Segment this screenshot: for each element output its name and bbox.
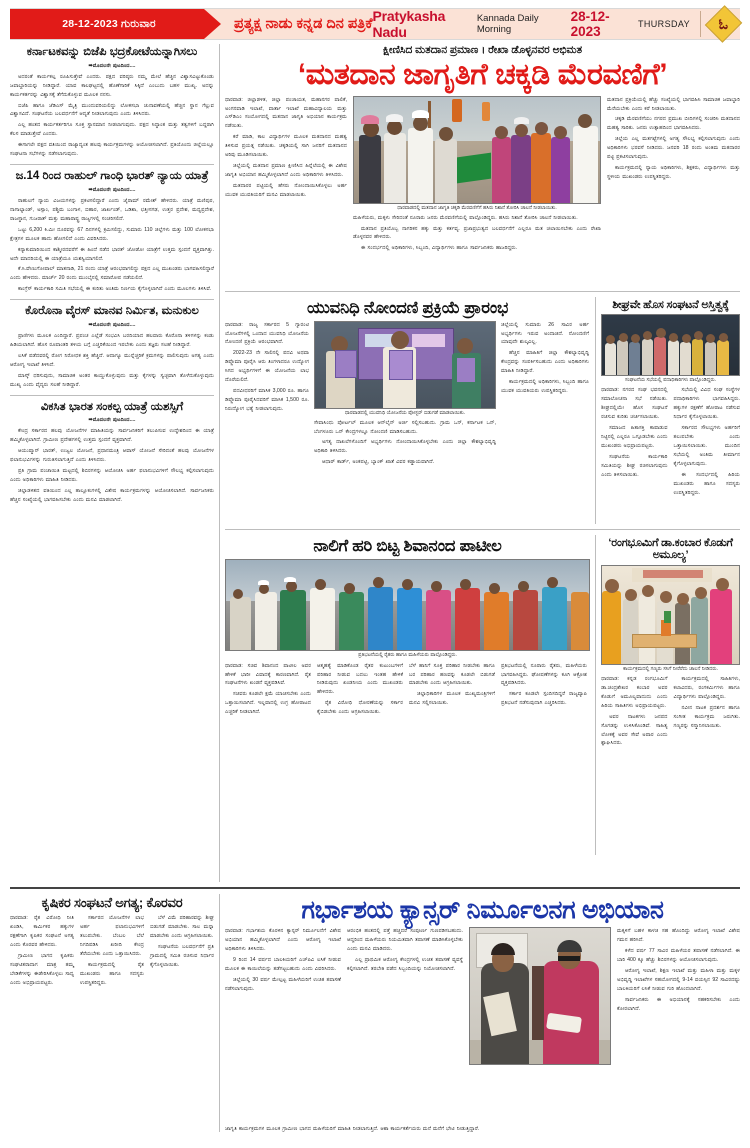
paragraph: ಎಲ್ಲ ಹಂತದ ಕಾರ್ಯಕರ್ತರಿಗೂ ಸೂಕ್ತ ಸ್ಥಾನಮಾನ ನೀಡಲಾಗುವುದು. ಪಕ್ಷದ ಸಿದ್ಧಾಂತ ಮತ್ತು ತತ್ವಗಳಿಗೆ ಬದ್ಧರಾಗಿ ಕೆಲಸ ಮಾಡುತ್ತೇವೆ ಎಂದರು. — [10, 122, 214, 138]
paragraph: ಮಹಿಳೆಯರು, ಮಕ್ಕಳು ಸೇರಿದಂತೆ ನೂರಾರು ಜನರು ಮೆರವಣಿಗೆಯಲ್ಲಿ ಪಾಲ್ಗೊಂಡಿದ್ದರು. ಹಸಿರು ನಿಶಾನೆ ತೋರಿಸಿ ಚಾಲನೆ ನೀಡಲಾಯಿತು. — [353, 214, 578, 221]
yuvanidhi-col-2 — [314, 419, 496, 468]
masthead-date-en: 28-12-2023 — [570, 9, 610, 39]
paragraph: ಕೆ.ಸಿ.ವೇಣುಗೋಪಾಲ್ ಮಾತನಾಡಿ, 21 ರಂದು ಯಾತ್ರೆ ಆರಂಭವಾಗಲಿದ್ದು ಪಕ್ಷದ ಎಲ್ಲ ಮುಖಂಡರು ಭಾಗವಹಿಸಲಿದ್ದಾರೆ ಎಂದು ಹೇಳಿದರು. ಮಾರ್ಚ್ 20 ರಂದು ಮುಂಬೈನಲ್ಲಿ ಸಮಾರೋಪ ನಡೆಯಲಿದೆ. — [10, 266, 214, 282]
lead-body-row — [225, 96, 740, 286]
masthead-day-en: THURSDAY — [637, 19, 691, 29]
paragraph: ಈ ಸಂದರ್ಭದಲ್ಲಿ ಹಿರಿಯ ಮುಖಂಡರು ಹಾಗೂ ಸದಸ್ಯರು ಉಪಸ್ಥಿತರಿದ್ದರು. — [673, 471, 740, 496]
masthead-date-flag — [10, 9, 204, 39]
lead-col-2 — [353, 214, 601, 254]
paragraph: ಆತ್ಮಹತ್ಯೆ ಮಾಡಿಕೊಂಡ ರೈತರ ಕುಟುಂಬಗಳಿಗೆ ಪರಿಹಾರ ನೀಡುವ ಬದಲು ಇಂತಹ ಹೇಳಿಕೆ ನೀಡಿರುವುದು ಖಂಡನೀಯ ಎಂದು ಮುಖಂಡರು ಹೇಳಿದರು. — [317, 662, 403, 696]
paragraph: ಕಾರ್ಯಕ್ರಮದಲ್ಲಿ ಸಾಹಿತಿಗಳು, ಕಲಾವಿದರು, ರಂಗಕರ್ಮಿಗಳು ಹಾಗೂ ವಿದ್ಯಾರ್ಥಿಗಳು ಪಾಲ್ಗೊಂಡಿದ್ದರು. — [673, 675, 740, 700]
paragraph: 2022-23 ನೇ ಸಾಲಿನಲ್ಲಿ ಪದವಿ ಅಥವಾ ಡಿಪ್ಲೊಮಾ ಪೂರೈಸಿ ಆರು ತಿಂಗಳಾದರೂ ಉದ್ಯೋಗ ಸಿಗದ ಅಭ್ಯರ್ಥಿಗಳಿಗೆ ಈ ಯೋಜನೆಯ ಲಾಭ ದೊರೆಯಲಿದೆ. — [225, 350, 309, 384]
paragraph: ಸಂಘಟನೆಯ ಬಲವರ್ಧನೆಗೆ ಪ್ರತಿ ಗ್ರಾಮದಲ್ಲಿ ಸಮಿತಿ ರಚಿಸುವ ನಿರ್ಧಾರ ಕೈಗೊಳ್ಳಲಾಯಿತು. — [150, 943, 214, 968]
paragraph: ಸಂಘಟನೆಯ ಕಾರ್ಯಕಾರಿ ಸಮಿತಿಯನ್ನು ಶೀಘ್ರ ರಚಿಸಲಾಗುವುದು ಎಂದು ತಿಳಿಸಲಾಯಿತು. — [601, 453, 668, 478]
left-column — [10, 44, 214, 882]
paragraph: ಪ್ರಾಣಿಗಳು ಮೂಲಕ ಎಂದಿದ್ದಾರೆ. ಪ್ರಪಂಚ ಎಲ್ಲೆಡೆ ಸಂಭವಿಸಿ ಬರದಿಯಾದ ಹಲವಾರು ಕೊರೊನಾ ತಳಿಗಳನ್ನು ಕಂಡು ಹಿಡಿಯಲಾಗಿದೆ. ಹೊಸ ರೂಪಾಂತರಿ ತಳಿಯ ಬಗ್ಗೆ ಎಚ್ಚರಿಕೆಯಿಂದ ಇರಬೇಕು ಎಂದು ತಜ್ಞರು ಸಲಹೆ ನೀಡಿದ್ದಾರೆ. — [10, 333, 214, 348]
paragraph: ರೈತ ವಿರೋಧಿ ಧೋರಣೆಯನ್ನು ಸರ್ಕಾರ ಕೈಬಿಡಬೇಕು ಎಂದು ಆಗ್ರಹಿಸಲಾಯಿತು. — [317, 700, 403, 716]
cancer-col-2 — [347, 927, 463, 1123]
paragraph: ಧಾರವಾಡ: ಕನ್ನಡ ರಂಗಭೂಮಿಗೆ ಡಾ.ಚಂದ್ರಶೇಖರ ಕಂಬಾರ ಅವರ ಕೊಡುಗೆ ಅಮೂಲ್ಯವಾದುದು ಎಂದು ಹಿರಿಯ ಸಾಹಿತಿಗಳು ಅಭಿಪ್ರಾಯಪಟ್ಟರು. — [601, 675, 668, 709]
sanghatane-photo-caption: ಸಂಘಟನೆಯ ಸಭೆಯಲ್ಲಿ ಪದಾಧಿಕಾರಿಗಳು ಪಾಲ್ಗೊಂಡಿದ್ದರು. — [624, 377, 717, 384]
story-kambara — [601, 535, 740, 855]
story-yuvanidhi-row — [225, 321, 590, 517]
story-corona — [10, 305, 214, 389]
paragraph: ಧಾರವಾಡ: ಜಿಲ್ಲಾಡಳಿತ, ಜಿಲ್ಲಾ ಪಂಚಾಯತ, ಮಹಾನಗರ ಪಾಲಿಕೆ, ಅಂಗನವಾಡಿ ಇಲಾಖೆ, ವಾರ್ತಾ ಇಲಾಖೆ ಮಹಾವಿದ್ಯಾಲಯ ಮತ್ತು ಎಸ್‌ಡಿಎಂ ಸಂಯೋಗದಲ್ಲಿ ಮತದಾನ ಜಾಗೃತಿ ಅಭಿಯಾನ ಕಾರ್ಯಕ್ರಮ ನಡೆಯಿತು. — [225, 96, 347, 130]
lead-kicker: ಕ್ಷೀಣಿಸಿದ ಮತದಾನ ಪ್ರಮಾಣ । ರೇಖಾ ಡೊಳ್ಳನವರ ಅಭಿಮತ — [382, 44, 583, 56]
paragraph: ಧಾರವಾಡ: ಸಚಿವ ಶಿವಾನಂದ ಪಾಟೀಲ ಅವರ ಹೇಳಿಕೆ ಭಾರೀ ವಿವಾದಕ್ಕೆ ಕಾರಣವಾಗಿದೆ. ರೈತ ಸಂಘಟನೆಗಳು ಖಂಡನೆ ವ್ಯಕ್ತಪಡಿಸಿವೆ. — [225, 662, 311, 687]
divider — [225, 529, 740, 530]
lead-photo — [353, 96, 601, 204]
paragraph: ಜಿಲ್ಲಾಡಳಿತದ ವತಿಯಿಂದ ಎಲ್ಲ ತಾಲ್ಲೂಕುಗಳಲ್ಲಿ ವಿಶೇಷ ಕಾರ್ಯಕ್ರಮಗಳನ್ನು ಆಯೋಜಿಸಲಾಗಿದೆ. ಸಾರ್ವಜನಿಕರು ಹೆಚ್ಚಿನ ಸಂಖ್ಯೆಯಲ್ಲಿ ಭಾಗವಹಿಸಬೇಕು ಎಂದು ಮನವಿ ಮಾಡಲಾಗಿದೆ. — [10, 488, 214, 503]
paragraph: ಸಚಿವರು ಕೂಡಲೇ ಕ್ಷಮೆ ಯಾಚಿಸಬೇಕು ಎಂದು ಒತ್ತಾಯಿಸಲಾಗಿದೆ. ಇಲ್ಲವಾದಲ್ಲಿ ಉಗ್ರ ಹೋರಾಟದ ಎಚ್ಚರಿಕೆ ನೀಡಲಾಗಿದೆ. — [225, 691, 311, 716]
story-koravara — [10, 894, 214, 1132]
cancer-photo — [469, 927, 611, 1065]
story-bjp-headline: ಕರ್ನಾಟಕವನ್ನು ಬಿಜೆಪಿ ಭದ್ರಕೋಟೆಯನ್ನಾಗಿಸಲು — [26, 46, 198, 58]
story-koravara-headline: ಕೃಷಿಕರ ಸಂಘಟನೆ ಅಗತ್ಯ; ಕೊರವರ — [41, 895, 183, 910]
story-vikasit-bharat — [10, 401, 214, 505]
masthead-english-title: Pratykasha Nadu — [372, 8, 446, 40]
paragraph: ಸಮಾಜದ ಹಿತಾಸಕ್ತಿ ಕಾಪಾಡುವ ನಿಟ್ಟಿನಲ್ಲಿ ಎಲ್ಲರೂ ಒಗ್ಗೂಡಬೇಕು ಎಂದು ಮುಖಂಡರು ಅಭಿಪ್ರಾಯಪಟ್ಟರು. — [601, 424, 668, 449]
story-rahul-jump: ➡ಮೊದಲನೇ ಪುಟದಿಂದ.... — [88, 186, 136, 193]
paragraph: ಧಾರವಾಡ: ರಾಜ್ಯ ಸರ್ಕಾರದ 5 ಗ್ಯಾರಂಟಿ ಯೋಜನೆಗಳಲ್ಲಿ ಒಂದಾದ ಯುವನಿಧಿ ಯೋಜನೆಯ ನೋಂದಣಿ ಪ್ರಕ್ರಿಯೆ ಆರಂಭವಾಗಿದೆ. — [225, 321, 309, 346]
cancer-body-row — [225, 927, 740, 1123]
patil-photo-caption: ಪ್ರತಿಭಟನೆಯಲ್ಲಿ ರೈತರು ಹಾಗೂ ಮಹಿಳೆಯರು ಪಾಲ್ಗೊಂಡಿದ್ದರು. — [358, 651, 457, 658]
cancer-col-4 — [617, 927, 740, 1123]
story-vikasit-body — [10, 416, 214, 504]
koravara-body — [10, 914, 214, 988]
paragraph: ಪ್ರತಿಭಟನೆಯಲ್ಲಿ ನೂರಾರು ರೈತರು, ಮಹಿಳೆಯರು ಭಾಗವಹಿಸಿದ್ದರು. ಘೋಷಣೆಗಳನ್ನು ಕೂಗಿ ಆಕ್ರೋಶ ವ್ಯಕ್ತಪಡಿಸಿದರು. — [501, 662, 587, 687]
paragraph: ಲಸಿಕೆ ಪಡೆದವರಲ್ಲಿ ರೋಗ ನಿರೋಧಕ ಶಕ್ತಿ ಹೆಚ್ಚಿದೆ. ಆದಾಗ್ಯೂ ಮುನ್ನೆಚ್ಚರಿಕೆ ಕ್ರಮಗಳನ್ನು ಪಾಲಿಸುವುದು ಅಗತ್ಯ ಎಂದು ಆರೋಗ್ಯ ಇಲಾಖೆ ತಿಳಿಸಿದೆ. — [10, 352, 214, 368]
masthead-right — [373, 8, 740, 40]
section-divider — [10, 887, 740, 889]
paragraph: ರಾಹುಲಗೆ ನ್ಯಾಯ ವಿಜಯಗಳನ್ನು ಪ್ರಕಟಿಸಲಿದ್ದಾರೆ ಎಂದು ಜೈರಾಮ್ ರಮೇಶ್ ಹೇಳಿದರು. ಯಾತ್ರೆ ಮಣಿಪುರ, ನಾಗಾಲ್ಯಾಂಡ್, ಅಸ್ಸಾಂ, ಪಶ್ಚಿಮ ಬಂಗಾಳ, ಬಿಹಾರ, ಜಾರ್ಖಂಡ್, ಒಡಿಶಾ, ಛತ್ತೀಸಗಢ, ಉತ್ತರ ಪ್ರದೇಶ, ಮಧ್ಯಪ್ರದೇಶ, ರಾಜಸ್ಥಾನ, ಗುಜರಾತ್ ಮತ್ತು ಮಹಾರಾಷ್ಟ್ರ ರಾಜ್ಯಗಳಲ್ಲಿ ಸಂಚರಿಸಲಿದೆ. — [10, 197, 214, 222]
paragraph: ಕಳೆದ ವರ್ಷ 77 ಸಾವಿರ ಮಹಿಳೆಯರ ತಪಾಸಣೆ ನಡೆಸಲಾಗಿದೆ. ಈ ಬಾರಿ 400 ಕ್ಕೂ ಹೆಚ್ಚು ಶಿಬಿರಗಳನ್ನು ಆಯೋಜಿಸಲಾಗುವುದು. — [617, 947, 740, 963]
paragraph: ಎಲ್ಲ ಪ್ರಾಥಮಿಕ ಆರೋಗ್ಯ ಕೇಂದ್ರಗಳಲ್ಲಿ ಉಚಿತ ತಪಾಸಣೆ ವ್ಯವಸ್ಥೆ ಕಲ್ಪಿಸಲಾಗಿದೆ. ತರಬೇತಿ ಪಡೆದ ಸಿಬ್ಬಂದಿಯನ್ನು ನಿಯೋಜಿಸಲಾಗಿದೆ. — [347, 956, 463, 972]
paragraph: ಅದರಂತೆ ಕಾರ್ಯಕಲ್ಪ ರೂಪಿಸುತ್ತೇವೆ ಎಂದರು. ಪಕ್ಷದ ವರಿಷ್ಠರು ನಮ್ಮ ಮೇಲೆ ಹೆಚ್ಚಿನ ವಿಶ್ವಾಸವಿಟ್ಟುಕೊಂಡು ಜವಾಬ್ದಾರಿಯನ್ನು ನೀಡಿದ್ದಾರೆ. ಯಾವ ಕಾಲಘಟ್ಟದಲ್ಲಿ ಹೊಣೆಗಾರಿಕೆ ಸಿಕ್ಕಿದೆ ಎಂಬುದು ಬಹಳ ಮುಖ್ಯ. ಅದನ್ನು ಕಾರ್ಯಕರ್ತರನ್ನು ವಿಶ್ವಾಸಕ್ಕೆ ತೆಗೆದುಕೊಳ್ಳುವ ಮೂಲಕ ನನಸು. — [10, 73, 214, 98]
paragraph: ಬಿಜೆಪಿ ಹಾಗೂ ಜೆಡಿಎಸ್ ಮೈತ್ರಿ ಮುಂದುವರಿಯಲಿದ್ದು ಲೋಕಸಭಾ ಚುನಾವಣೆಯಲ್ಲಿ ಹೆಚ್ಚಿನ ಸ್ಥಾನ ಗೆಲ್ಲುವ ವಿಶ್ವಾಸವಿದೆ. ಸಂಘಟನೆಯ ಬಲವರ್ಧನೆಗೆ ಆದ್ಯತೆ ನೀಡಲಾಗುವುದು ಎಂದು ತಿಳಿಸಿದರು. — [10, 102, 214, 118]
lead-headline: ‘ಮತದಾನ ಜಾಗೃತಿಗೆ ಚಕ್ಕಡಿ ಮೆರವಣಿಗೆ’ — [297, 58, 668, 91]
story-rahul-body — [10, 186, 214, 294]
paragraph: ಜಿಲ್ಲೆಯ ಎಲ್ಲ ಮತಗಟ್ಟೆಗಳಲ್ಲಿ ಅಗತ್ಯ ಸೌಲಭ್ಯ ಕಲ್ಪಿಸಲಾಗುವುದು ಎಂದು ಅಧಿಕಾರಿಗಳು ಭರವಸೆ ನೀಡಿದರು. ಜನವರಿ 18 ರಂದು ಅಂತಿಮ ಮತದಾರರ ಪಟ್ಟಿ ಪ್ರಕಟಿಸಲಾಗುವುದು. — [607, 136, 740, 161]
paragraph: ಜಿಲ್ಲಾಧಿಕಾರಿಗಳ ಮೂಲಕ ಮುಖ್ಯಮಂತ್ರಿಗಳಿಗೆ ಮನವಿ ಸಲ್ಲಿಸಲಾಯಿತು. — [409, 691, 495, 707]
kambara-body — [601, 675, 740, 749]
masthead-english-subtitle: Kannada Daily Morning — [476, 13, 539, 35]
main-area — [225, 44, 740, 882]
yuvanidhi-photo-caption: ಧಾರವಾಡದಲ್ಲಿ ಯುವನಿಧಿ ಯೋಜನೆಯ ಪೋಸ್ಟರ್ ಬಿಡುಗಡೆ ಮಾಡಲಾಯಿತು. — [344, 409, 466, 416]
paragraph: ಧಾರವಾಡ: ರೈತ ವಿರೋಧಿ ನೀತಿ ಖಂಡಿಸಿ, ಕಾರ್ಮಿಕರ ಹಕ್ಕುಗಳ ರಕ್ಷಣೆಗಾಗಿ ಕೃಷಿಕರ ಸಂಘಟನೆ ಅಗತ್ಯ ಎಂದು ಕೊರವರ ಹೇಳಿದರು. — [10, 914, 74, 948]
paragraph: ಮತದಾನ ಪ್ರತಿಯೊಬ್ಬ ನಾಗರಿಕನ ಹಕ್ಕು ಮತ್ತು ಕರ್ತವ್ಯ. ಪ್ರಜಾಪ್ರಭುತ್ವದ ಬಲವರ್ಧನೆಗೆ ಎಲ್ಲರೂ ಮತ ಚಲಾಯಿಸಬೇಕು ಎಂದು ರೇಖಾ ಡೊಳ್ಳನವರ ಹೇಳಿದರು. — [353, 225, 601, 241]
story-bjp — [10, 46, 214, 159]
paragraph: ಬೆಳೆ ವಿಮೆ ಪರಿಹಾರವನ್ನು ಶೀಘ್ರ ಬಿಡುಗಡೆ ಮಾಡಬೇಕು. ಸಾಲ ಮನ್ನಾ ಮಾಡಬೇಕು ಎಂದು ಆಗ್ರಹಿಸಲಾಯಿತು. — [150, 914, 214, 939]
paragraph: ಈ ಸಂದರ್ಭದಲ್ಲಿ ಅಧಿಕಾರಿಗಳು, ಸಿಬ್ಬಂದಿ, ವಿದ್ಯಾರ್ಥಿಗಳು ಹಾಗೂ ಸಾರ್ವಜನಿಕರು ಹಾಜರಿದ್ದರು. — [361, 245, 518, 252]
paragraph: ಜಾಗೃತಿ ಕಾರ್ಯಕ್ರಮಗಳ ಮೂಲಕ ಗ್ರಾಮೀಣ ಭಾಗದ ಮಹಿಳೆಯರಿಗೆ ಮಾಹಿತಿ ನೀಡಲಾಗುತ್ತಿದೆ. ಆಶಾ ಕಾರ್ಯಕರ್ತೆಯರು ಮನೆ ಮನೆಗೆ ಭೇಟಿ ನೀಡುತ್ತಿದ್ದಾರೆ. — [225, 1126, 480, 1132]
lead-photo-caption: ಧಾರವಾಡದಲ್ಲಿ ಮತದಾನ ಜಾಗೃತಿ ಚಕ್ಕಡಿ ಮೆರವಣಿಗೆಗೆ ಹಸಿರು ನಿಶಾನೆ ತೋರಿಸಿ ಚಾಲನೆ ನೀಡಲಾಯಿತು. — [397, 204, 557, 211]
paragraph: ಹೆಚ್ಚಿನ ಮಾಹಿತಿಗೆ ಜಿಲ್ಲಾ ಕೌಶಲ್ಯಾಭಿವೃದ್ಧಿ ಕೇಂದ್ರವನ್ನು ಸಂಪರ್ಕಿಸಬಹುದು ಎಂದು ಅಧಿಕಾರಿಗಳು ಮಾಹಿತಿ ನೀಡಿದ್ದಾರೆ. — [501, 350, 589, 375]
paragraph: ಕಾಂಗ್ರೆಸ್ ಕಾರ್ಯಕಾರಿ ಸಮಿತಿ ಸಭೆಯಲ್ಲಿ ಈ ಕುರಿತು ಅಂತಿಮ ನಿರ್ಣಯ ಕೈಗೊಳ್ಳಲಾಗಿದೆ ಎಂದು ಮೂಲಗಳು ತಿಳಿಸಿವೆ. — [18, 286, 212, 293]
yuvanidhi-photo — [314, 321, 496, 409]
paragraph: ಧಾರವಾಡ: ನಗರದ ಸಂಘ ಭವನದಲ್ಲಿ ಸಮಾಲೋಚನಾ ಸಭೆ ನಡೆಯಿತು. ಶೀಘ್ರದಲ್ಲಿಯೇ ಹೊಸ ಸಂಘಟನೆ ರಚಿಸುವ ಕುರಿತು ಚರ್ಚಿಸಲಾಯಿತು. — [601, 387, 668, 421]
story-corona-jump: ➡ಮೊದಲನೇ ಪುಟದಿಂದ.... — [88, 322, 136, 329]
divider — [10, 299, 214, 300]
paragraph: ಕೇಂದ್ರ ಸರ್ಕಾರದ ಹಲವು ಯೋಜನೆಗಳ ಮಾಹಿತಿಯನ್ನು ಸಾರ್ವಜನಿಕರಿಗೆ ತಲುಪಿಸುವ ಉದ್ದೇಶದಿಂದ ಈ ಯಾತ್ರೆ ಹಮ್ಮಿಕೊಳ್ಳಲಾಗಿದೆ. ಗ್ರಾಮೀಣ ಪ್ರದೇಶಗಳಲ್ಲಿ ಉತ್ತಮ ಸ್ಪಂದನೆ ವ್ಯಕ್ತವಾಗಿದೆ. — [10, 428, 214, 444]
paragraph: ಜಿಲ್ಲೆಯಲ್ಲಿ ಮತದಾನ ಪ್ರಮಾಣ ಕ್ಷೀಣಿಸಿದ ಹಿನ್ನೆಲೆಯಲ್ಲಿ ಈ ವಿಶೇಷ ಜಾಗೃತಿ ಅಭಿಯಾನ ಹಮ್ಮಿಕೊಳ್ಳಲಾಗಿದೆ ಎಂದು ಅಧಿಕಾರಿಗಳು ತಿಳಿಸಿದರು. — [225, 163, 347, 179]
story-rahul-yatra — [10, 170, 214, 294]
paragraph: ಕನ್ಯಾಕುಮಾರಿಯಿಂದ ಕಾಶ್ಮೀರದವರೆಗೆ ಈ ಹಿಂದೆ ನಡೆದ ಭಾರತ್ ಜೋಡೋ ಯಾತ್ರೆಗೆ ಉತ್ತಮ ಸ್ಪಂದನೆ ವ್ಯಕ್ತವಾಗಿತ್ತು. ಅದೇ ಮಾದರಿಯಲ್ಲಿ ಈ ಯಾತ್ರೆಯೂ ಯಶಸ್ವಿಯಾಗಲಿದೆ. — [10, 246, 214, 262]
paragraph: ಮಕ್ಕಳಿಗೆ ಬಹಳ ಕಾಳಜಿ ಸಹ ಹೊಂದಿದ್ದು ಆರೋಗ್ಯ ಇಲಾಖೆ ವಿಶೇಷ ಗಮನ ಹರಿಸಿದೆ. — [617, 928, 740, 943]
paragraph: ಈಗಾಗಲೇ ಪಕ್ಷದ ವತಿಯಿಂದ ರಾಜ್ಯಾದ್ಯಂತ ಹಲವು ಕಾರ್ಯಕ್ರಮಗಳನ್ನು ಆಯೋಜಿಸಲಾಗಿದೆ. ಪ್ರತಿಯೊಂದು ಜಿಲ್ಲೆಯಲ್ಲೂ ಸಂಘಟನಾ ಸಭೆಗಳನ್ನು ನಡೆಸಲಾಗುವುದು. — [10, 142, 214, 158]
patil-body-row — [225, 662, 590, 720]
paragraph: ಸಾರ್ವಜನಿಕರು ಈ ಅಭಿಯಾನಕ್ಕೆ ಸಹಕರಿಸಬೇಕು ಎಂದು ಕೋರಲಾಗಿದೆ. — [617, 996, 740, 1012]
story-bjp-jump: ➡ಮೊದಲನೇ ಪುಟದಿಂದ.... — [88, 62, 136, 69]
story-rahul-headline: ಜ.14 ರಿಂದ ರಾಹುಲ್ ಗಾಂಧಿ ಭಾರತ್ ನ್ಯಾಯ ಯಾತ್ರೆ — [15, 170, 209, 183]
lead-story — [225, 44, 740, 286]
lead-col-1 — [225, 96, 347, 286]
paragraph: ಒಟ್ಟು 6,200 ಕಿ.ಮೀ ದೂರವನ್ನು 67 ದಿನಗಳಲ್ಲಿ ಕ್ರಮಿಸಲಿದ್ದು, ಸುಮಾರು 110 ಜಿಲ್ಲೆಗಳು ಮತ್ತು 100 ಲೋಕಸಭಾ ಕ್ಷೇತ್ರಗಳ ಮೂಲಕ ಹಾದು ಹೋಗಲಿದೆ ಎಂದು ವಿವರಿಸಿದರು. — [10, 226, 214, 242]
middle-row-2 — [225, 535, 740, 855]
paragraph: ಸಭೆಯಲ್ಲಿ ವಿವಿಧ ಸಂಘ ಸಂಸ್ಥೆಗಳ ಪದಾಧಿಕಾರಿಗಳು ಭಾಗವಹಿಸಿದ್ದರು. ಹಕ್ಕುಗಳ ರಕ್ಷಣೆಗೆ ಹೋರಾಟ ನಡೆಸುವ ನಿರ್ಧಾರ ಕೈಗೊಳ್ಳಲಾಯಿತು. — [673, 387, 740, 421]
paragraph: ಮಾಸ್ಕ್ ಧರಿಸುವುದು, ಸಾಮಾಜಿಕ ಅಂತರ ಕಾಯ್ದುಕೊಳ್ಳುವುದು ಮತ್ತು ಕೈಗಳನ್ನು ಸ್ವಚ್ಛವಾಗಿ ತೊಳೆದುಕೊಳ್ಳುವುದು ಮುಖ್ಯ ಎಂದು ವೈದ್ಯರು ಸಲಹೆ ನೀಡಿದ್ದಾರೆ. — [10, 372, 214, 388]
upper-section — [10, 44, 740, 882]
paragraph: 9 ರಿಂದ 14 ವರ್ಷದ ಬಾಲಕಿಯರಿಗೆ ಎಚ್‌ಪಿವಿ ಲಸಿಕೆ ನೀಡುವ ಮೂಲಕ ಈ ಕಾಯಿಲೆಯನ್ನು ತಡೆಗಟ್ಟಬಹುದು ಎಂದು ವಿವರಿಸಿದರು. — [225, 956, 341, 972]
kambara-photo — [601, 565, 740, 665]
patil-col-1 — [225, 662, 311, 720]
story-kambara-headline: ‘ರಂಗಭೂಮಿಗೆ ಡಾ.ಕಂಬಾರ ಕೊಡುಗೆ ಅಮೂಲ್ಯ’ — [608, 536, 733, 562]
patil-col-2 — [317, 662, 403, 720]
masthead-divider — [700, 11, 701, 37]
masthead-logo-glyph: ಓ — [718, 15, 729, 32]
paragraph: ಮತದಾನ ಪ್ರಕ್ರಿಯೆಯಲ್ಲಿ ಹೆಚ್ಚು ಸಂಖ್ಯೆಯಲ್ಲಿ ಭಾಗವಹಿಸಿ ಸಾಮಾಜಿಕ ಜವಾಬ್ದಾರಿ ಮೆರೆಯಬೇಕು ಎಂದು ಕರೆ ನೀಡಲಾಯಿತು. — [607, 96, 740, 112]
paragraph: ಕಾರ್ಯಕ್ರಮದಲ್ಲಿ ನ್ಯಾಯ ಅಧಿಕಾರಿಗಳು, ಶಿಕ್ಷಕರು, ವಿದ್ಯಾರ್ಥಿಗಳು ಮತ್ತು ಸ್ಥಳೀಯ ಮುಖಂಡರು ಉಪಸ್ಥಿತರಿದ್ದರು. — [607, 165, 740, 181]
divider — [10, 164, 214, 165]
paragraph: ಪ್ರತಿ ಗ್ರಾಮ ಪಂಚಾಯಿತಿ ಮಟ್ಟದಲ್ಲಿ ಶಿಬಿರಗಳನ್ನು ಆಯೋಜಿಸಿ ಅರ್ಹ ಫಲಾನುಭವಿಗಳಿಗೆ ಸೌಲಭ್ಯ ಕಲ್ಪಿಸಲಾಗುವುದು ಎಂದು ಅಧಿಕಾರಿಗಳು ಮಾಹಿತಿ ನೀಡಿದರು. — [10, 468, 214, 484]
column-divider — [219, 44, 220, 882]
paragraph: ಪದವೀಧರರಿಗೆ ಮಾಸಿಕ 3,000 ರೂ. ಹಾಗೂ ಡಿಪ್ಲೊಮಾ ಪೂರೈಸಿದವರಿಗೆ ಮಾಸಿಕ 1,500 ರೂ. ನಿರುದ್ಯೋಗ ಭತ್ಯೆ ನೀಡಲಾಗುವುದು. — [225, 388, 309, 412]
paragraph: ಜಿಲ್ಲೆಯಲ್ಲಿ ಸುಮಾರು 26 ಸಾವಿರ ಅರ್ಹ ಅಭ್ಯರ್ಥಿಗಳು ಇರುವ ಅಂದಾಜಿದೆ. ನೋಂದಣಿಗೆ ಯಾವುದೇ ಶುಲ್ಕವಿಲ್ಲ. — [501, 321, 589, 346]
masthead-date-kn: 28-12-2023 ಗುರುವಾರ — [62, 17, 156, 30]
paragraph: ಕಾರ್ಯಕ್ರಮದಲ್ಲಿ ರೈತ ಮುಖಂಡರು ಹಾಗೂ ಸದಸ್ಯರು ಉಪಸ್ಥಿತರಿದ್ದರು. — [80, 961, 144, 986]
paragraph: ಕಾರ್ಯಕ್ರಮದಲ್ಲಿ ಅಧಿಕಾರಿಗಳು, ಸಿಬ್ಬಂದಿ ಹಾಗೂ ಯುವಕ ಯುವತಿಯರು ಉಪಸ್ಥಿತರಿದ್ದರು. — [501, 379, 589, 395]
column-divider — [595, 535, 596, 855]
paragraph: ಆರೋಗ್ಯ ಇಲಾಖೆ, ಶಿಕ್ಷಣ ಇಲಾಖೆ ಮತ್ತು ಮಹಿಳಾ ಮತ್ತು ಮಕ್ಕಳ ಅಭಿವೃದ್ಧಿ ಇಲಾಖೆಗಳ ಸಹಯೋಗದಲ್ಲಿ 9-14 ವಯಸ್ಸಿನ 92 ಸಾವಿರದಷ್ಟು ಬಾಲಕಿಯರಿಗೆ ಲಸಿಕೆ ನೀಡುವ ಗುರಿ ಹೊಂದಲಾಗಿದೆ. — [617, 967, 740, 992]
paragraph: ಅಗತ್ಯ ದಾಖಲೆಗಳೊಂದಿಗೆ ಅಭ್ಯರ್ಥಿಗಳು ನೋಂದಾಯಿಸಿಕೊಳ್ಳಬೇಕು ಎಂದು ಜಿಲ್ಲಾ ಕೌಶಲ್ಯಾಭಿವೃದ್ಧಿ ಅಧಿಕಾರಿ ತಿಳಿಸಿದರು. — [314, 439, 496, 455]
patil-col-3 — [409, 662, 495, 720]
lead-col-3 — [607, 96, 740, 286]
story-cancer — [225, 894, 740, 1132]
paragraph: ಧಾರವಾಡ: ಗರ್ಭಾಶಯ ಕೊರಳಿನ ಕ್ಯಾನ್ಸರ್ ನಿರ್ಮೂಲನೆಗೆ ವಿಶೇಷ ಅಭಿಯಾನ ಹಮ್ಮಿಕೊಳ್ಳಲಾಗಿದೆ ಎಂದು ಆರೋಗ್ಯ ಇಲಾಖೆ ಅಧಿಕಾರಿಗಳು ತಿಳಿಸಿದರು. — [225, 928, 341, 952]
masthead-kannada-name: ಪ್ರತ್ಯಕ್ಷ ನಾಡು ಕನ್ನಡ ದಿನ ಪತ್ರಿಕೆ — [234, 16, 373, 32]
yuvanidhi-photo-block — [314, 321, 496, 517]
yuvanidhi-col-3 — [501, 321, 589, 517]
story-yuvanidhi-headline: ಯುವನಿಧಿ ನೋಂದಣಿ ಪ್ರಕ್ರಿಯೆ ಪ್ರಾರಂಭ — [306, 298, 509, 317]
paragraph: ಸರ್ಕಾರ ಕೂಡಲೇ ಸ್ಪಂದಿಸದಿದ್ದರೆ ರಾಜ್ಯವ್ಯಾಪಿ ಪ್ರತಿಭಟನೆ ನಡೆಸುವುದಾಗಿ ಎಚ್ಚರಿಸಿದರು. — [501, 691, 587, 707]
story-sanghatane-headline: ಶೀಘ್ರವೇ ಹೊಸ ಸಂಘಟನೆ ಅಸ್ತಿತ್ವಕ್ಕೆ — [612, 298, 729, 311]
middle-row-1 — [225, 297, 740, 524]
paragraph: ಆರಂಭಿಕ ಹಂತದಲ್ಲಿ ಪತ್ತೆ ಹಚ್ಚಿದರೆ ಸಂಪೂರ್ಣ ಗುಣಪಡಿಸಬಹುದು. ಆದ್ದರಿಂದ ಮಹಿಳೆಯರು ನಿಯಮಿತವಾಗಿ ತಪಾಸಣೆ ಮಾಡಿಸಿಕೊಳ್ಳಬೇಕು ಎಂದು ಮನವಿ ಮಾಡಿದರು. — [347, 928, 463, 952]
paragraph: ಗ್ರಾಮೀಣ ಭಾಗದ ಕೃಷಿಕರು ಸಂಘಟಿತರಾದಾಗ ಮಾತ್ರ ತಮ್ಮ ಬೇಡಿಕೆಗಳನ್ನು ಈಡೇರಿಸಿಕೊಳ್ಳಲು ಸಾಧ್ಯ ಎಂದು ಅಭಿಪ್ರಾಯಪಟ್ಟರು. — [10, 952, 74, 986]
lead-photo-block — [353, 96, 601, 286]
story-sanghatane — [601, 297, 740, 524]
sanghatane-photo — [601, 314, 740, 376]
masthead-logo-icon — [705, 5, 743, 43]
story-vikasit-headline: ವಿಕಸಿತ ಭಾರತ ಸಂಕಲ್ಪ ಯಾತ್ರೆ ಯಶಸ್ಸಿಗೆ — [40, 400, 184, 413]
story-cancer-headline: ಗರ್ಭಾಶಯ ಕ್ಯಾನ್ಸರ್ ನಿರ್ಮೂಲನಗ ಅಭಿಯಾನ — [301, 896, 664, 924]
sanghatane-body — [601, 386, 740, 497]
patil-col-4 — [501, 662, 587, 720]
story-vikasit-jump: ➡ಮೊದಲನೇ ಪುಟದಿಂದ.... — [88, 417, 136, 424]
kambara-photo-caption: ಕಾರ್ಯಕ್ರಮದಲ್ಲಿ ಗಣ್ಯರು ಸಸಿಗೆ ನೀರೆರೆದು ಚಾಲನೆ ನೀಡಿದರು. — [623, 665, 718, 672]
story-patil-headline: ನಾಲಿಗೆ ಹರಿ ಬಿಟ್ಟ ಶಿವಾನಂದ ಪಾಟೀಲ — [313, 536, 502, 555]
paragraph: ನವೀನ ನಾಟಕ ಪ್ರದರ್ಶನ ಹಾಗೂ ಸಂಗೀತ ಕಾರ್ಯಕ್ರಮ ಜರುಗಿತು. ಗಣ್ಯರನ್ನು ಸನ್ಮಾನಿಸಲಾಯಿತು. — [673, 704, 740, 729]
paragraph: ಸರ್ಕಾರದ ಯೋಜನೆಗಳ ಲಾಭ ಅರ್ಹ ಫಲಾನುಭವಿಗಳಿಗೆ ತಲುಪಬೇಕು. ಬೆಂಬಲ ಬೆಲೆ ನಿಗದಿಪಡಿಸಿ ಖರೀದಿ ಕೇಂದ್ರ ತೆರೆಯಬೇಕು ಎಂದು ಒತ್ತಾಯಿಸಿದರು. — [80, 914, 144, 957]
paragraph: ಅವರ ನಾಟಕಗಳು ಜನಪದ ಸೊಗಡನ್ನು ಉಳಿಸಿಕೊಂಡಿವೆ. ಸಾಹಿತ್ಯ ಲೋಕಕ್ಕೆ ಅವರ ಸೇವೆ ಅಪಾರ ಎಂದು ಶ್ಲಾಘಿಸಿದರು. — [601, 713, 668, 747]
column-divider — [219, 894, 220, 1132]
story-corona-body — [10, 321, 214, 390]
paragraph: ಕರೆ ಮಾಡಿ, ಕಾಲ ವಿದ್ಯಾರ್ಥಿಗಳ ಮೂಲಕ ಮತದಾನದ ಮಹತ್ವ ತಿಳಿಸುವ ಪ್ರಯತ್ನ ನಡೆಯಿತು. ಚಕ್ಕಡಿಯಲ್ಲಿ ಸಾಗಿ ಜನರಿಗೆ ಮತದಾನದ ಅರಿವು ಮೂಡಿಸಲಾಯಿತು. — [225, 134, 347, 159]
paragraph: ಜಿಲ್ಲೆಯಲ್ಲಿ 30 ವರ್ಷ ಮೇಲ್ಪಟ್ಟ ಮಹಿಳೆಯರಿಗೆ ಉಚಿತ ತಪಾಸಣೆ ನಡೆಸಲಾಗುವುದು. — [225, 976, 341, 992]
paragraph: ಸೇವಾಸಿಂಧು ಪೋರ್ಟಲ್ ಮೂಲಕ ಆನ್‌ಲೈನ್ ಅರ್ಜಿ ಸಲ್ಲಿಸಬಹುದು. ಗ್ರಾಮ ಒನ್, ಕರ್ನಾಟಕ ಒನ್, ಬೆಂಗಳೂರು ಒನ್ ಕೇಂದ್ರಗಳಲ್ಲೂ ನೋಂದಣಿ ಮಾಡಿಸಬಹುದು. — [314, 419, 496, 435]
divider — [225, 291, 740, 292]
masthead — [10, 8, 740, 40]
divider — [10, 395, 214, 396]
cancer-photo-block — [469, 927, 611, 1123]
paragraph: ಚಕ್ಕಡಿ ಮೆರವಣಿಗೆಯು ನಗರದ ಪ್ರಮುಖ ಬೀದಿಗಳಲ್ಲಿ ಸಂಚರಿಸಿ ಮತದಾನದ ಮಹತ್ವ ಸಾರಿತು. ಜನರು ಉತ್ಸಾಹದಿಂದ ಭಾಗವಹಿಸಿದರು. — [607, 116, 740, 132]
paragraph: ಸರ್ಕಾರದ ಸೌಲಭ್ಯಗಳು ಅರ್ಹರಿಗೆ ತಲುಪಬೇಕು ಎಂದು ಒತ್ತಾಯಿಸಲಾಯಿತು. ಮುಂದಿನ ಸಭೆಯಲ್ಲಿ ಅಂತಿಮ ತೀರ್ಮಾನ ಕೈಗೊಳ್ಳಲಾಗುವುದು. — [673, 424, 740, 467]
paragraph: ಆಧಾರ್ ಕಾರ್ಡ್, ಅಂಕಪಟ್ಟಿ, ಬ್ಯಾಂಕ್ ಖಾತೆ ವಿವರ ಕಡ್ಡಾಯವಾಗಿದೆ. — [322, 459, 435, 466]
paragraph: ಮತದಾರರ ಪಟ್ಟಿಯಲ್ಲಿ ಹೆಸರು ನೋಂದಾಯಿಸಿಕೊಳ್ಳಲು ಅರ್ಹ ಯುವಕ ಯುವತಿಯರಿಗೆ ಮನವಿ ಮಾಡಲಾಯಿತು. — [225, 183, 347, 198]
story-yuvanidhi — [225, 297, 590, 524]
patil-photo — [225, 559, 590, 651]
cancer-col-3 — [225, 1125, 740, 1134]
yuvanidhi-col-1 — [225, 321, 309, 517]
cancer-col-1 — [225, 927, 341, 1123]
story-patil — [225, 535, 590, 855]
paragraph: ಆಯುಷ್ಮಾನ್ ಭಾರತ್, ಉಜ್ವಲ ಯೋಜನೆ, ಪ್ರಧಾನಮಂತ್ರಿ ಆವಾಸ್ ಯೋಜನೆ ಸೇರಿದಂತೆ ಹಲವು ಯೋಜನೆಗಳ ಫಲಾನುಭವಿಗಳನ್ನು ಗುರುತಿಸಲಾಗುತ್ತಿದೆ ಎಂದು ತಿಳಿಸಿದರು. — [10, 448, 214, 464]
column-divider — [595, 297, 596, 524]
paragraph: ಬೆಳೆ ಹಾನಿಗೆ ಸೂಕ್ತ ಪರಿಹಾರ ನೀಡಬೇಕು ಹಾಗೂ ಬರ ಪರಿಹಾರ ಹಣವನ್ನು ಕೂಡಲೇ ಬಿಡುಗಡೆ ಮಾಡಬೇಕು ಎಂದು ಆಗ್ರಹಿಸಲಾಯಿತು. — [409, 662, 495, 687]
lower-section — [10, 894, 740, 1132]
story-corona-headline: ಕೊರೊನಾ ವೈರಸ್ ಮಾನವ ನಿರ್ಮಿತ, ಮನುಕುಲ — [25, 305, 199, 318]
story-bjp-body — [10, 62, 214, 159]
